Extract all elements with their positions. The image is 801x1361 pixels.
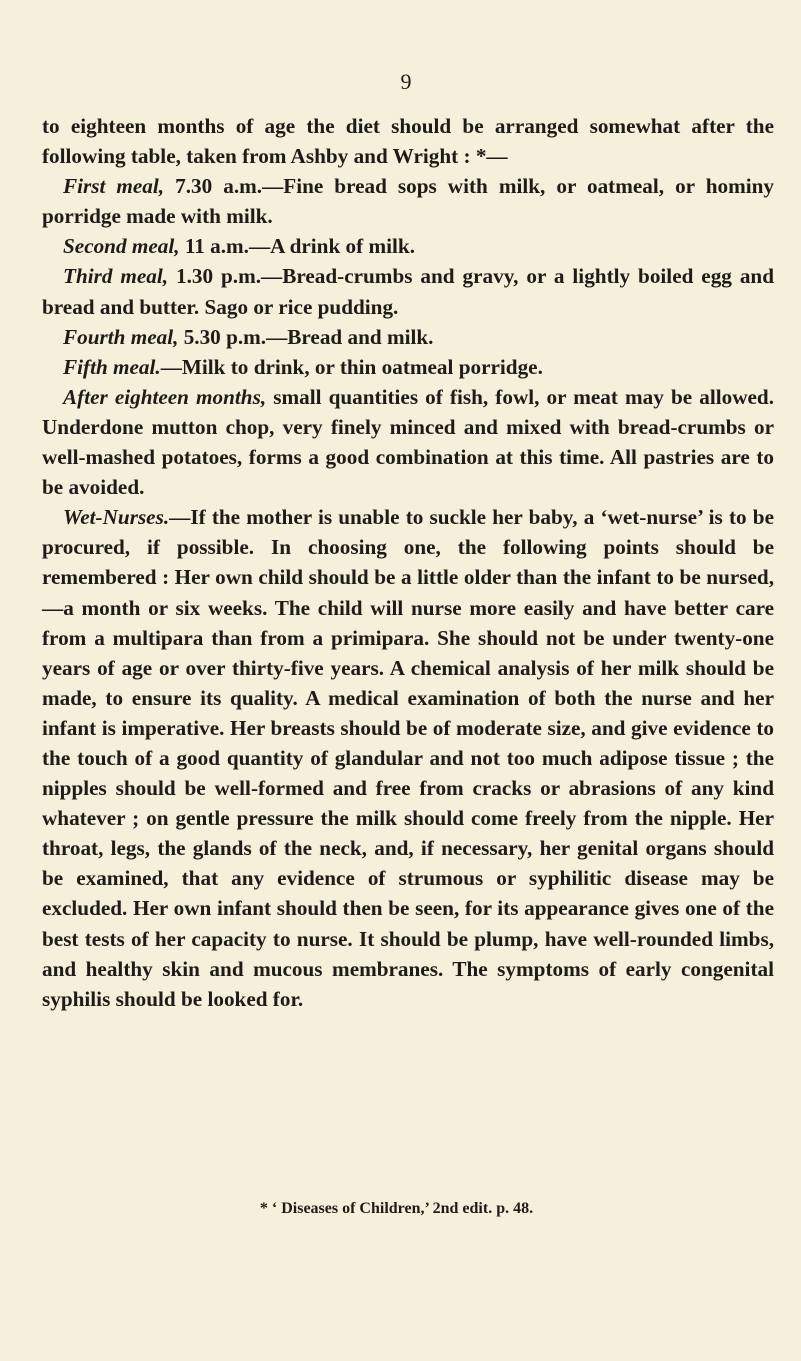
fourth-meal-label: Fourth meal, xyxy=(63,324,179,349)
after-eighteen-paragraph xyxy=(42,382,774,502)
intro-paragraph xyxy=(42,111,774,171)
wet-nurses-paragraph xyxy=(42,502,774,1014)
footnote: * ‘ Diseases of Children,’ 2nd edit. p. 48. xyxy=(259,1200,534,1217)
second-meal-text: —A drink of milk. xyxy=(248,234,415,259)
fifth-meal-paragraph xyxy=(42,352,774,382)
fifth-meal-text: —Milk to drink, or thin oatmeal porridge. xyxy=(160,354,543,379)
third-meal-paragraph xyxy=(42,261,774,321)
wet-nurses-label: Wet-Nurses. xyxy=(63,505,170,530)
after-eighteen-text: small quantities of fish, fowl, or meat may be allowed. Underdone mutton chop, very finely minced and mixed with bread-crumbs or well-mashed potatoes, forms a good combination at this time. All pastries are to be avoided. xyxy=(42,384,774,500)
first-meal-time: 7.30 a.m. xyxy=(175,174,263,199)
third-meal-time: 1.30 p.m. xyxy=(175,264,262,289)
page-number: 9 xyxy=(400,69,413,94)
fourth-meal-text: —Bread and milk. xyxy=(266,324,434,349)
body-text xyxy=(42,111,774,1014)
fourth-meal-time: 5.30 p.m. xyxy=(183,324,267,349)
after-eighteen-label: After eighteen months, xyxy=(63,384,267,409)
third-meal-label: Third meal, xyxy=(63,264,169,289)
third-meal-text: —Bread-crumbs and gravy, or a lightly boiled egg and bread and butter. Sago or rice pudding. xyxy=(42,264,774,319)
second-meal-time: 11 a.m. xyxy=(184,234,249,259)
first-meal-paragraph xyxy=(42,171,774,231)
fifth-meal-label: Fifth meal. xyxy=(63,354,161,379)
second-meal-label: Second meal, xyxy=(63,234,180,259)
first-meal-text: —Fine bread sops with milk, or oatmeal, or hominy porridge made with milk. xyxy=(42,174,775,229)
second-meal-paragraph xyxy=(42,231,774,261)
first-meal-label: First meal, xyxy=(63,174,165,199)
wet-nurses-text: —If the mother is unable to suckle her baby, a ‘wet-nurse’ is to be procured, if possible. In choosing one, the following points should be remembered : Her own child should be a little older than the infant to be nursed,—a month or six weeks. The child will nurse more easily and have better care from a multipara than from a primipara. She should not be under twenty-one years of age or over thirty-five years. A chemical analysis of her milk should be made, to ensure its quality. A medical examination of both the nurse and her infant is imperative. Her breasts should be of moderate size, and give evidence to the touch of a good quantity of glandular and not too much adipose tissue ; the nipples should be well-formed and free from cracks or abrasions of any kind whatever ; on gentle pressure the milk should come freely from the nipple. Her throat, legs, the glands of the neck, and, if necessary, her genital organs should be examined, that any evidence of strumous or syphilitic disease may be excluded. Her own infant should then be seen, for its appearance gives one of the best tests of her capacity to nurse. It should be plump, have well-rounded limbs, and healthy skin and mucous membranes. The symptoms of early congenital syphilis should be looked for. xyxy=(42,505,774,1011)
intro-text: to eighteen months of age the diet should be arranged somewhat after the following table, taken from Ashby and Wright : *— xyxy=(42,114,774,169)
fourth-meal-paragraph xyxy=(42,322,774,352)
